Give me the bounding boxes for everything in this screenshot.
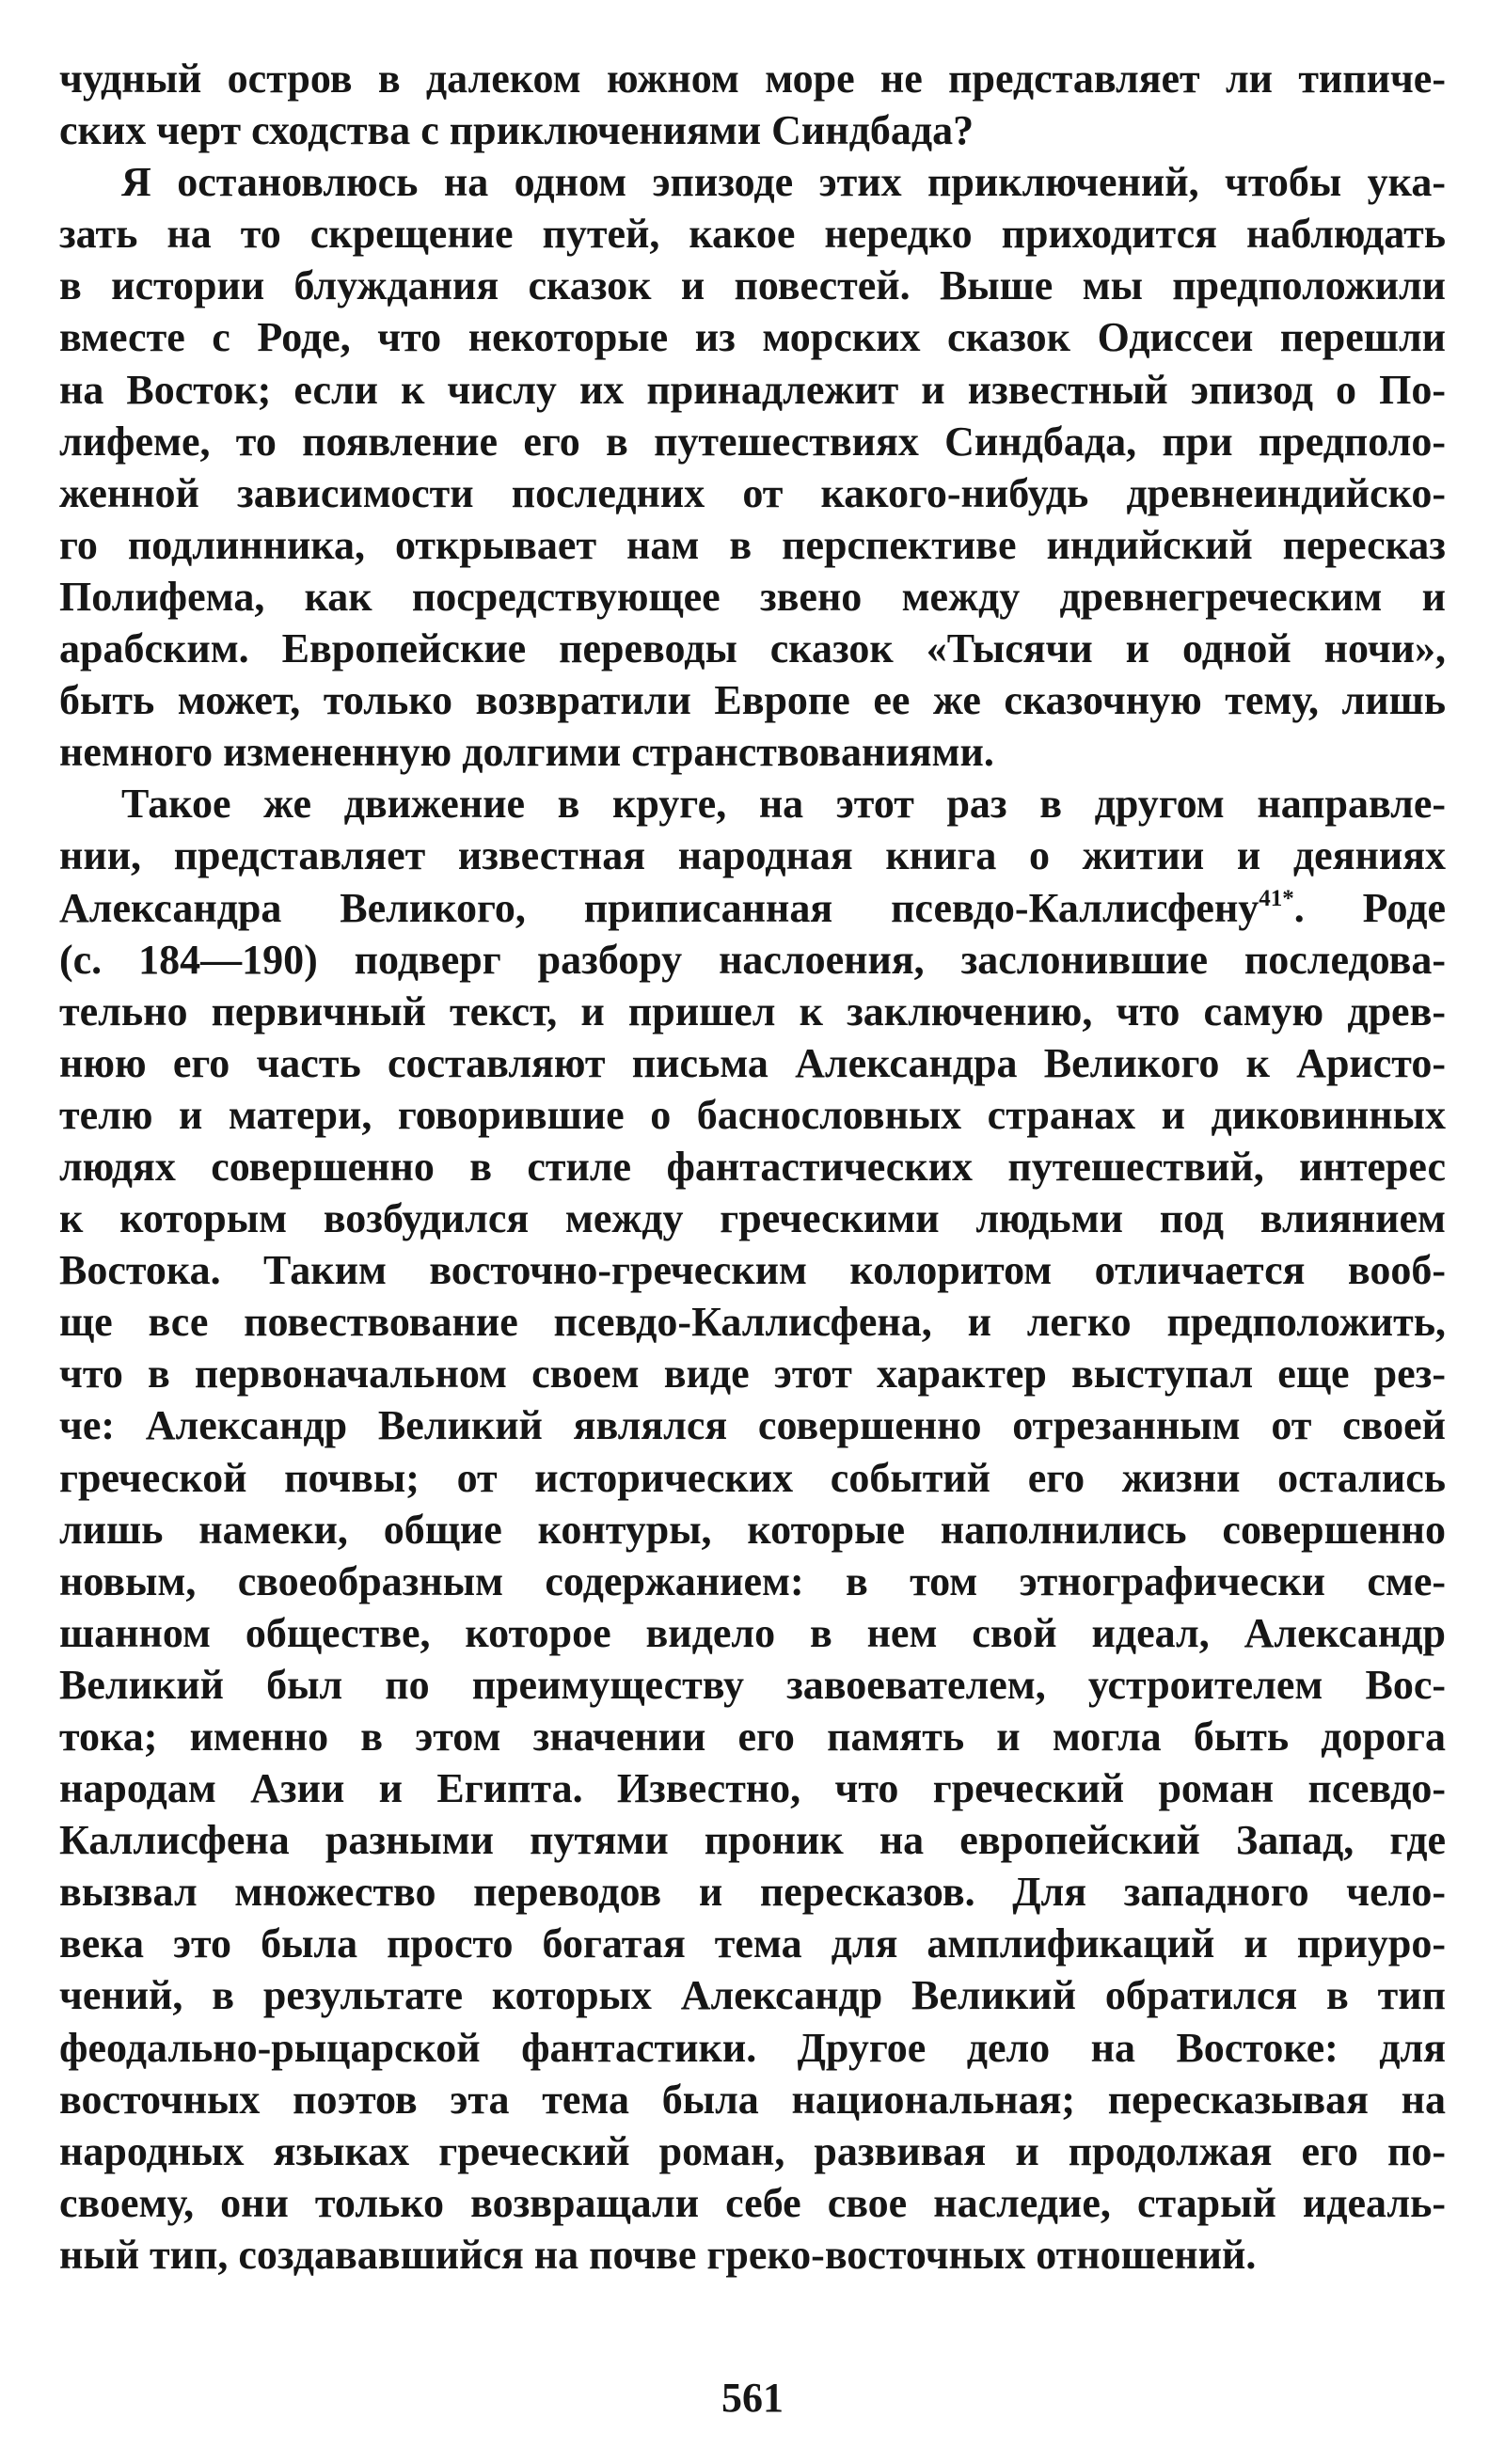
text-line: народам Азии и Египта. Известно, что греческий роман псевдо- (59, 1765, 1446, 1812)
text-line: шанном обществе, которое видело в нем свой идеал, Александр (59, 1609, 1446, 1656)
text-line: ских черт сходства с приключениями Синдбада? (59, 107, 974, 154)
text-line: тока; именно в этом значении его память и могла быть дорога (59, 1714, 1446, 1760)
text-line: Каллисфена разными путями проник на европейский Запад, где (59, 1817, 1446, 1864)
body-text (59, 53, 1446, 2281)
text-line: своему, они только возвращали себе свое наследие, старый идеаль- (59, 2179, 1446, 2226)
text-line: (с. 184—190) подверг разбору наслоения, заслонившие последова- (59, 936, 1446, 983)
text-line: новым, своеобразным содержанием: в том этнографически сме- (59, 1557, 1446, 1604)
text-line: вместе с Роде, что некоторые из морских сказок Одиссеи перешли (59, 314, 1446, 361)
text-line: Великий был по преимуществу завоевателем, устроителем Вос- (59, 1661, 1446, 1708)
text-line: что в первоначальном своем виде этот характер выступал еще рез- (59, 1350, 1446, 1398)
footnote-reference: 41* (1259, 885, 1294, 911)
text-line: Полифема, как посредствующее звено между древнегреческим и (59, 573, 1446, 620)
text-line: зать на то скрещение путей, какое нередко приходится наблюдать (59, 211, 1446, 258)
text-line: ще все повествование псевдо-Каллисфена, и легко предположить, (59, 1299, 1446, 1346)
text-line: че: Александр Великий являлся совершенно отрезанным от своей (59, 1402, 1446, 1449)
paragraph (59, 156, 1446, 778)
text-line: века это была просто богатая тема для амплификаций и приуро- (59, 1920, 1446, 1967)
text-line: народных языках греческий роман, развивая и продолжая его по- (59, 2127, 1446, 2174)
text-line: феодально-рыцарской фантастики. Другое дело на Востоке: для (59, 2024, 1446, 2071)
text-line: телю и матери, говорившие о баснословных странах и диковинных (59, 1091, 1446, 1138)
text-line: нии, представляет известная народная книга о житии и деяниях (59, 832, 1446, 879)
text-line: арабским. Европейские переводы сказок «Тысячи и одной ночи», (59, 625, 1446, 672)
text-line: греческой почвы; от исторических событий его жизни остались (59, 1454, 1446, 1501)
text-line: чудный остров в далеком южном море не представляет ли типиче- (59, 55, 1446, 102)
text-fragment: . Роде (1293, 884, 1446, 931)
text-line: женной зависимости последних от какого-нибудь древнеиндийско- (59, 469, 1446, 516)
text-line: тельно первичный текст, и пришел к заключению, что самую древ- (59, 987, 1446, 1035)
text-line: лифеме, то появление его в путешествиях Синдбада, при предполо- (59, 418, 1446, 465)
text-line: ный тип, создававшийся на почве греко-восточных отношений. (59, 2231, 1257, 2278)
page-number: 561 (721, 2375, 784, 2421)
text-line: людях совершенно в стиле фантастических путешествий, интерес (59, 1143, 1446, 1190)
text-line: быть может, только возвратили Европе ее же сказочную тему, лишь (59, 677, 1446, 724)
text-line: Я остановлюсь на одном эпизоде этих приключений, чтобы ука- (121, 159, 1446, 206)
text-line (59, 882, 1446, 934)
text-line: вызвал множество переводов и пересказов. Для западного чело- (59, 1869, 1446, 1916)
text-line: восточных поэтов эта тема была национальная; пересказывая на (59, 2076, 1446, 2123)
text-line: нюю его часть составляют письма Александра Великого к Аристо- (59, 1039, 1446, 1086)
text-line: го подлинника, открывает нам в перспективе индийский пересказ (59, 521, 1446, 568)
text-line: на Восток; если к числу их принадлежит и известный эпизод о По- (59, 366, 1446, 413)
text-line: в истории блуждания сказок и повестей. Выше мы предположили (59, 262, 1446, 309)
paragraph (59, 53, 1446, 156)
text-line: Такое же движение в круге, на этот раз в другом направле- (121, 781, 1446, 828)
paragraph (59, 778, 1446, 2281)
text-line: немного измененную долгими странствованиями. (59, 729, 994, 776)
text-line: Востока. Таким восточно-греческим колоритом отличается вооб- (59, 1247, 1446, 1294)
text-line: к которым возбудился между греческими людьми под влиянием (59, 1195, 1446, 1242)
text-fragment: Александра Великого, приписанная псевдо-Каллисфену (59, 884, 1259, 931)
text-line: лишь намеки, общие контуры, которые наполнились совершенно (59, 1506, 1446, 1553)
text-line: чений, в результате которых Александр Великий обратился в тип (59, 1972, 1446, 2019)
